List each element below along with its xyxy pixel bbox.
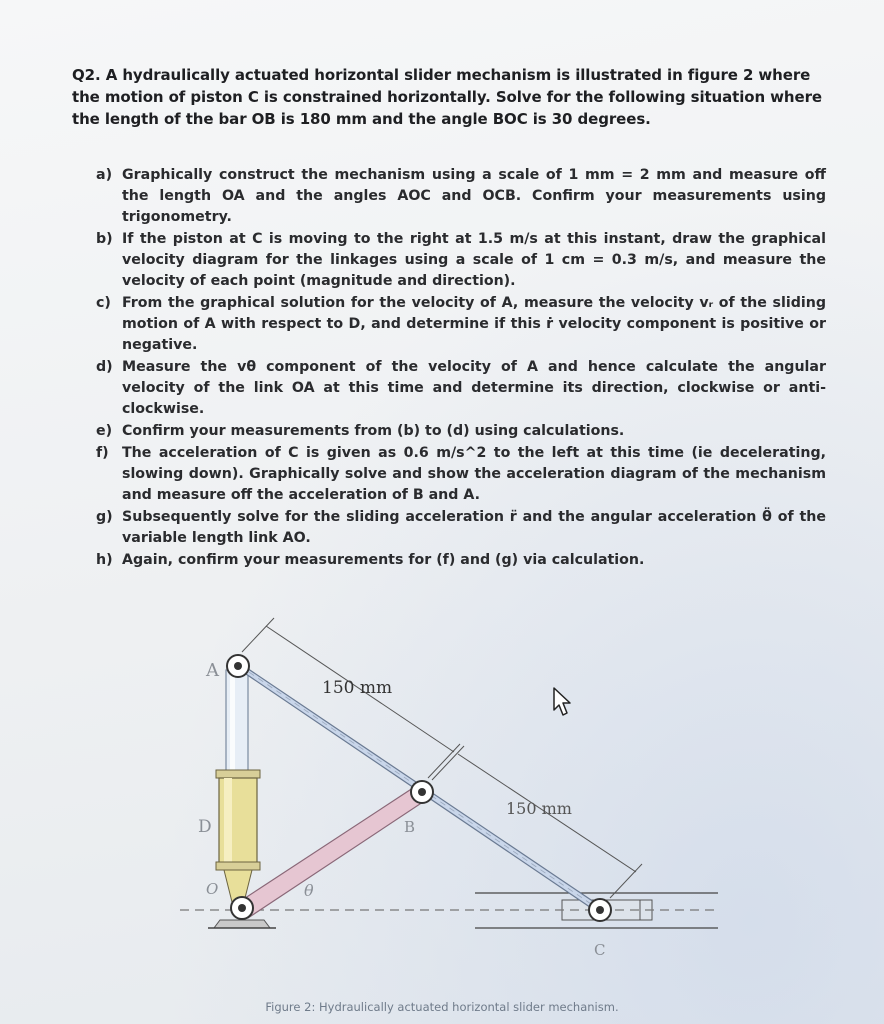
part-c [96, 293, 826, 356]
part-label: f) [96, 445, 109, 461]
part-f [96, 443, 826, 506]
label-d: D [198, 817, 212, 837]
bar-ob [236, 786, 426, 918]
ground-support [208, 920, 276, 928]
part-text: Confirm your measurements from (b) to (d) using calculations. [122, 423, 625, 439]
part-text: Graphically construct the mechanism using a scale of 1 mm = 2 mm and measure off the length OA and the angles AOC and OCB. Confirm your measurements using trigonometry. [122, 167, 826, 225]
dimension-bottom-label: 150 mm [506, 799, 572, 818]
part-text: Measure the vθ component of the velocity of A and hence calculate the angular velocity of the link OA at this time and determine its direction, clockwise or anti-clockwise. [122, 359, 826, 417]
part-text: From the graphical solution for the velocity of A, measure the velocity vᵣ of the sliding motion of A with respect to D, and determine if this ṙ velocity component is positive or negative. [122, 295, 826, 353]
part-label: h) [96, 552, 113, 568]
pin-c [589, 899, 611, 921]
part-label: b) [96, 231, 113, 247]
part-label: c) [96, 295, 111, 311]
part-label: e) [96, 423, 113, 439]
part-label: g) [96, 509, 113, 525]
part-g [96, 507, 826, 549]
part-text: Subsequently solve for the sliding acceleration r̈ and the angular acceleration θ̈ of the variable length link AO. [122, 509, 826, 546]
pin-b [411, 781, 433, 803]
question-parts-list [96, 165, 826, 572]
label-o: O [206, 880, 219, 898]
pin-a [227, 655, 249, 677]
part-a [96, 165, 826, 228]
part-label: d) [96, 359, 113, 375]
label-b: B [404, 818, 416, 836]
label-theta: θ [304, 881, 314, 900]
part-text: Again, confirm your measurements for (f) and (g) via calculation. [122, 552, 645, 568]
part-label: a) [96, 167, 113, 183]
part-h [96, 550, 826, 571]
mechanism-figure [170, 610, 730, 990]
figure-caption: Figure 2: Hydraulically actuated horizontal slider mechanism. [265, 1000, 619, 1014]
mouse-cursor-icon [554, 688, 570, 715]
part-text: The acceleration of C is given as 0.6 m/s^2 to the left at this time (ie decelerating, slowing down). Graphically solve and show the acceleration diagram of the mechanism and measure off the acceleration of B and A. [122, 445, 826, 503]
label-a: A [206, 660, 219, 681]
part-e [96, 421, 826, 442]
hydraulic-cylinder [216, 670, 260, 902]
part-d [96, 357, 826, 420]
pin-o [231, 897, 253, 919]
dimension-top-label: 150 mm [322, 678, 393, 698]
dimension-top [242, 618, 460, 778]
part-b [96, 229, 826, 292]
label-c: C [594, 941, 606, 959]
question-text: Q2. A hydraulically actuated horizontal slider mechanism is illustrated in figure 2 where the motion of piston C is constrained horizontally. Solve for the following situation where the length of the bar OB is 180 mm and the angle BOC is 30 degrees. [72, 66, 822, 128]
part-text: If the piston at C is moving to the right at 1.5 m/s at this instant, draw the graphical velocity diagram for the linkages using a scale of 1 cm = 0.3 m/s, and measure the velocity of each point (magnitude and direction). [122, 231, 826, 289]
